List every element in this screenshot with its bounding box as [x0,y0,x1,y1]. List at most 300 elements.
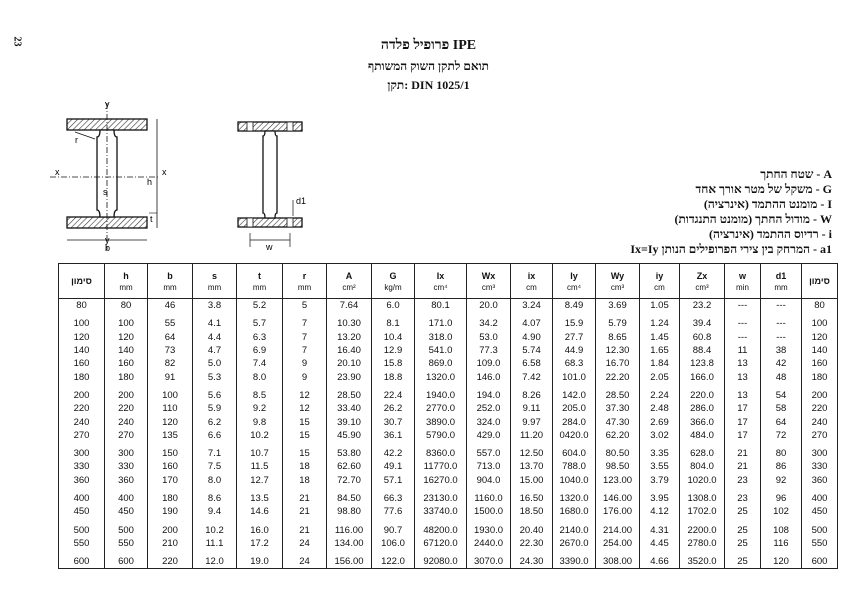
table-cell: 100 [148,384,193,402]
table-cell: 9 [283,357,327,370]
table-cell: 21 [725,460,761,473]
table-cell: 45.90 [327,429,372,442]
table-cell: 66.3 [372,487,415,505]
table-cell: 30.7 [372,415,415,428]
table-cell: 80 [59,299,105,313]
table-cell: 160 [148,460,193,473]
table-cell: 7.4 [237,357,283,370]
label-t: t [150,214,153,224]
table-cell: 68.3 [553,357,596,370]
table-row [59,384,838,402]
table-cell: 904.0 [467,474,511,487]
table-cell: 7.5 [193,460,237,473]
table-cell: 102 [761,505,802,518]
table-cell: 18 [283,474,327,487]
table-cell: 400 [59,487,105,505]
table-cell: 116 [761,537,802,550]
table-cell: 3890.0 [415,415,467,428]
table-cell: 360 [59,474,105,487]
table-cell: 160 [105,357,148,370]
table-cell: 541.0 [415,344,467,357]
table-cell: 33740.0 [415,505,467,518]
table-cell: 28.50 [596,384,640,402]
table-cell: 8.65 [596,331,640,344]
table-cell: 44.9 [553,344,596,357]
table-cell: 270 [802,429,838,442]
table-cell: 12 [283,384,327,402]
table-cell: 200 [802,384,838,402]
table-row [59,505,838,518]
table-cell: 22.30 [511,537,553,550]
table-cell: 11.1 [193,537,237,550]
table-cell: 23.90 [327,370,372,383]
table-row [59,474,838,487]
table-cell: 3.35 [640,442,680,460]
label-x-left: x [55,167,60,177]
table-cell: 4.07 [511,312,553,330]
table-cell: 4.12 [640,505,680,518]
table-cell: 4.7 [193,344,237,357]
table-cell: 10.4 [372,331,415,344]
table-cell: 5 [283,299,327,313]
table-cell: 220 [148,550,193,569]
column-header-label: Wy [610,270,625,281]
table-cell: 134.00 [327,537,372,550]
table-cell: 101.0 [553,370,596,383]
table-cell: 180 [802,370,838,383]
table-cell: 10.7 [237,442,283,460]
table-cell: 6.0 [372,299,415,313]
column-header-unit: cm [654,282,665,292]
table-cell: 500 [105,518,148,536]
standard-label: תקן: DIN 1025/1 [387,78,470,92]
ipe-bolt-holes-drawing [230,110,320,250]
table-cell: 9 [283,370,327,383]
table-cell: 19.0 [237,550,283,569]
table-cell: 92 [761,474,802,487]
table-cell: 80.1 [415,299,467,313]
table-cell: 72.70 [327,474,372,487]
table-cell: 270 [59,429,105,442]
table-cell: 1680.0 [553,505,596,518]
table-cell: 123.8 [680,357,725,370]
table-row [59,429,838,442]
table-cell: 7.1 [193,442,237,460]
table-cell: 11.20 [511,429,553,442]
page-subtitle: תואם לתקן השוק המשותף [367,59,489,73]
table-cell: 98.80 [327,505,372,518]
column-header [553,264,596,299]
label-s: s [103,187,108,197]
table-cell: 98.50 [596,460,640,473]
table-cell: 450 [802,505,838,518]
table-cell: 17 [725,415,761,428]
table-cell: 270 [105,429,148,442]
column-header-unit: mm [297,282,312,292]
table-cell: --- [725,299,761,313]
table-cell: 194.0 [467,384,511,402]
table-cell: 58 [761,402,802,415]
table-cell: 205.0 [553,402,596,415]
table-cell: 12.0 [193,550,237,569]
column-header-label: סימון [71,276,92,286]
table-cell: 28.50 [327,384,372,402]
legend-item-g: G - משקל של מטר אורך אחד [695,182,832,196]
table-cell: 1020.0 [680,474,725,487]
table-cell: 1.65 [640,344,680,357]
table-cell: 14.6 [237,505,283,518]
column-header-label: r [302,270,307,281]
table-cell: 100 [802,312,838,330]
table-cell: 24 [283,537,327,550]
table-cell: 5.9 [193,402,237,415]
table-cell: 429.0 [467,429,511,442]
table-cell: 13.5 [237,487,283,505]
column-header-unit: cm³ [695,282,709,292]
table-cell: 166.0 [680,370,725,383]
table-cell: 360 [105,474,148,487]
table-row [59,402,838,415]
column-header-label: G [389,270,397,281]
table-cell: --- [761,299,802,313]
table-cell: 220.0 [680,384,725,402]
table-cell: 90.7 [372,518,415,536]
table-cell: 16.50 [511,487,553,505]
table-row [59,537,838,550]
column-header-unit: kg/m [384,282,402,292]
column-header-unit: cm⁴ [433,282,448,292]
table-cell: 146.00 [596,487,640,505]
table-cell: 22.20 [596,370,640,383]
table-cell: 1040.0 [553,474,596,487]
table-cell: 2440.0 [467,537,511,550]
column-header-label: סימון [809,276,830,286]
table-row [59,442,838,460]
column-header-unit: mm [774,282,788,292]
table-cell: 17 [725,402,761,415]
table-cell: 6.6 [193,429,237,442]
table-cell: 12.9 [372,344,415,357]
column-header [415,264,467,299]
table-cell: 4.66 [640,550,680,569]
table-cell: 100 [59,312,105,330]
legend-item-w: W - מודול החתך (מומנט התנגדות) [674,212,832,226]
table-cell: 92080.0 [415,550,467,569]
table-cell: 1702.0 [680,505,725,518]
table-cell: --- [725,312,761,330]
table-cell: 12.30 [596,344,640,357]
table-cell: 220 [802,402,838,415]
table-cell: 1940.0 [415,384,467,402]
column-header [761,264,802,299]
table-cell: 140 [105,344,148,357]
column-header-label: Ix [436,270,445,281]
table-row [59,550,838,569]
label-r: r [75,135,78,145]
table-cell: 21 [283,518,327,536]
table-cell: 550 [802,537,838,550]
label-b: b [105,243,111,253]
table-cell: 240 [105,415,148,428]
table-row [59,460,838,473]
table-cell: 80 [105,299,148,313]
table-cell: 550 [105,537,148,550]
table-cell: 77.3 [467,344,511,357]
table-cell: 6.9 [237,344,283,357]
table-cell: 1500.0 [467,505,511,518]
table-cell: 24.30 [511,550,553,569]
table-cell: 23 [725,474,761,487]
table-cell: 140 [59,344,105,357]
table-cell: 4.1 [193,312,237,330]
table-cell: 600 [802,550,838,569]
table-cell: --- [725,331,761,344]
table-cell: 38 [761,344,802,357]
ipe-section-drawing [45,95,175,255]
table-cell: 500 [802,518,838,536]
table-cell: 122.0 [372,550,415,569]
table-row [59,370,838,383]
table-cell: 77.6 [372,505,415,518]
column-header-label: iy [655,270,664,281]
table-cell: 2200.0 [680,518,725,536]
table-cell: 15.8 [372,357,415,370]
table-cell: 330 [802,460,838,473]
table-cell: --- [761,312,802,330]
table-cell: 8.26 [511,384,553,402]
table-row [59,518,838,536]
table-cell: 5.2 [237,299,283,313]
table-cell: 18 [283,460,327,473]
table-cell: 1.84 [640,357,680,370]
table-cell: 5.0 [193,357,237,370]
column-header [511,264,553,299]
table-cell: 3390.0 [553,550,596,569]
table-cell: 5.74 [511,344,553,357]
column-header [802,264,838,299]
table-cell: 150 [148,442,193,460]
table-cell: 200 [105,384,148,402]
table-cell: 53.0 [467,331,511,344]
column-header [59,264,105,299]
table-cell: 170 [148,474,193,487]
table-cell: 1308.0 [680,487,725,505]
table-cell: 15 [283,415,327,428]
label-h: h [147,177,153,187]
table-cell: 16.70 [596,357,640,370]
table-cell: 0420.0 [553,429,596,442]
table-cell: 156.00 [327,550,372,569]
table-cell: 1.24 [640,312,680,330]
table-cell: 7 [283,344,327,357]
table-cell: 34.2 [467,312,511,330]
table-cell: 25 [725,550,761,569]
table-cell: 1160.0 [467,487,511,505]
legend-item-radius: i - רדיוס ההתמד (אינרציה) [708,227,832,241]
table-cell: 21 [725,442,761,460]
page-number: 23 [11,36,23,47]
label-x-right: x [162,167,167,177]
table-cell: 88.4 [680,344,725,357]
table-cell: 2780.0 [680,537,725,550]
column-header-label: h [123,270,129,281]
table-cell: 8.0 [193,474,237,487]
legend-item-i: I - מומנט ההתמד (אינרציה) [703,197,832,211]
table-cell: 3.69 [596,299,640,313]
table-cell: 366.0 [680,415,725,428]
table-cell: 330 [105,460,148,473]
table-cell: 8.5 [237,384,283,402]
table-cell: 4.90 [511,331,553,344]
table-cell: 80 [761,442,802,460]
column-header [327,264,372,299]
table-row [59,312,838,330]
table-cell: 8.1 [372,312,415,330]
table-cell: 200 [59,384,105,402]
table-cell: 39.10 [327,415,372,428]
table-cell: 176.00 [596,505,640,518]
table-cell: 11770.0 [415,460,467,473]
table-cell: 300 [105,442,148,460]
table-cell: 7 [283,312,327,330]
column-header [237,264,283,299]
column-header-label: Zx [696,270,708,281]
table-cell: 300 [802,442,838,460]
table-cell: 26.2 [372,402,415,415]
column-header-unit: min [736,282,749,292]
table-cell: 48200.0 [415,518,467,536]
column-header-label: Wx [481,270,496,281]
table-cell: 57.1 [372,474,415,487]
table-cell: 33.40 [327,402,372,415]
table-cell: 53.80 [327,442,372,460]
table-cell: 120 [761,550,802,569]
table-cell: 4.45 [640,537,680,550]
table-cell: 1.45 [640,331,680,344]
table-cell: 16.40 [327,344,372,357]
column-header [105,264,148,299]
table-cell: 600 [59,550,105,569]
table-cell: 13.20 [327,331,372,344]
table-cell: 91 [148,370,193,383]
table-cell: 11 [725,344,761,357]
table-cell: 1320.0 [415,370,467,383]
label-y-bottom: y [105,235,110,245]
table-cell: 788.0 [553,460,596,473]
table-cell: 21 [283,505,327,518]
table-cell: 6.58 [511,357,553,370]
table-cell: 400 [105,487,148,505]
column-header [467,264,511,299]
table-cell: 4.4 [193,331,237,344]
table-cell: 25 [725,537,761,550]
table-cell: 20.40 [511,518,553,536]
table-cell: 49.1 [372,460,415,473]
table-cell: 2.48 [640,402,680,415]
table-cell: 18.50 [511,505,553,518]
table-cell: 15 [283,442,327,460]
page-title: פרופיל פלדה IPE [380,38,477,53]
table-cell: 600 [105,550,148,569]
table-cell: 123.00 [596,474,640,487]
table-cell: 180 [59,370,105,383]
column-header-unit: mm [207,282,222,292]
legend-item-a: A - שטח החתך [760,167,832,181]
table-cell: 804.0 [680,460,725,473]
table-cell: 21 [283,487,327,505]
table-cell: 84.50 [327,487,372,505]
table-cell: 39.4 [680,312,725,330]
table-cell: 318.0 [415,331,467,344]
column-header-label: b [167,270,173,281]
table-cell: 713.0 [467,460,511,473]
table-cell: 8360.0 [415,442,467,460]
table-cell: 252.0 [467,402,511,415]
table-cell: 27.7 [553,331,596,344]
table-cell: 13 [725,384,761,402]
column-header-unit: cm³ [481,282,496,292]
table-cell: 9.97 [511,415,553,428]
label-y-top: y [105,99,110,109]
table-cell: 73 [148,344,193,357]
table-row [59,487,838,505]
table-cell: 557.0 [467,442,511,460]
table-cell: 240 [59,415,105,428]
table-cell: 80 [802,299,838,313]
table-cell: 10.2 [193,518,237,536]
table-cell: 96 [761,487,802,505]
table-cell: 18.8 [372,370,415,383]
column-header-label: s [211,270,217,281]
column-header-label: d1 [775,270,787,281]
table-cell: 23 [725,487,761,505]
table-cell: 116.00 [327,518,372,536]
table-cell: 5.6 [193,384,237,402]
table-cell: 25 [725,518,761,536]
table-cell: 3.55 [640,460,680,473]
table-cell: 22.4 [372,384,415,402]
table-cell: 46 [148,299,193,313]
column-header-label: Iy [570,270,578,281]
table-cell: 254.00 [596,537,640,550]
table-row [59,357,838,370]
table-cell: 15 [283,429,327,442]
table-cell: 5790.0 [415,429,467,442]
table-cell: 1930.0 [467,518,511,536]
table-cell: 62.60 [327,460,372,473]
table-cell: 23.2 [680,299,725,313]
table-cell: 54 [761,384,802,402]
table-cell: 210 [148,537,193,550]
table-cell: 42 [761,357,802,370]
table-cell: 120 [59,331,105,344]
table-cell: 3.8 [193,299,237,313]
table-cell: 10.2 [237,429,283,442]
column-header-unit: cm² [342,282,356,292]
table-cell: 16270.0 [415,474,467,487]
table-cell: 100 [105,312,148,330]
column-header-label: w [738,270,746,281]
column-header-unit: mm [119,282,133,292]
table-cell: 146.0 [467,370,511,383]
table-cell: 62.20 [596,429,640,442]
table-cell: 450 [105,505,148,518]
table-cell: 13 [725,370,761,383]
table-cell: 120 [802,331,838,344]
column-header [680,264,725,299]
table-cell: --- [761,331,802,344]
table-cell: 200 [148,518,193,536]
